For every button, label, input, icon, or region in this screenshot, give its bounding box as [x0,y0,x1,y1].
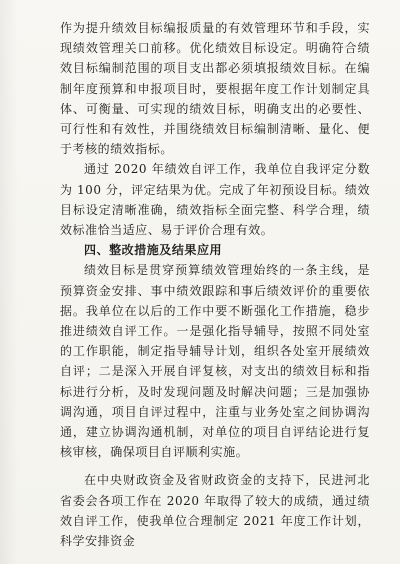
section-heading-rectification: 四、整改措施及结果应用 [84,243,223,258]
paragraph-gap [60,462,370,470]
paragraph-rectification-measures: 绩效目标是贯穿预算绩效管理始终的一条主线，是预算资金安排、事中绩效跟踪和事后绩效评价的重要依据。我单位在以后的工作中要不断强化工作措施，稳步推进绩效自评工作。一是强化指导辅导，按照不同处室的工作职能，制定指导辅导计划，组织各处室开展绩效自评；二是深入开展自评复核，对支出的绩效目标和指标进行分析，及时发现问题及时解决问题；三是加强协调沟通，项目自评过程中，注重与业务处室之间协调沟通，建立协调沟通机制，对单位的项目自评结论进行复核审核，确保项目自评顺利实施。 [60,263,370,460]
scan-edge-shadow [0,0,18,564]
paragraph-self-evaluation-result: 通过 2020 年绩效自评工作，我单位自我评定分数为 100 分，评定结果为优。完成了年初预设目标。绩效目标设定清晰准确，绩效指标全面完整、科学合理，绩效标准恰当适应、易于评价合理有效。 [60,162,370,238]
paragraph-funding-support: 在中央财政资金及省财政资金的支持下，民进河北省委会各项工作在 2020 年取得了较大的成绩，通过绩效自评工作，使我单位合理制定 2021 年度工作计划，科学安排资金 [60,473,370,549]
paragraph-performance-goals: 作为提升绩效目标编报质量的有效管理环节和手段，实现绩效管理关口前移。优化绩效目标设定。明确符合绩效目标编制范围的项目支出都必须填报绩效目标。在编制年度预算和申报项目时，要根据年度工作计划制定具体、可衡量、可实现的绩效目标，明确支出的必要性、可行性和有效性，并围绕绩效目标编制清晰、量化、便于考核的绩效指标。 [60,21,370,157]
